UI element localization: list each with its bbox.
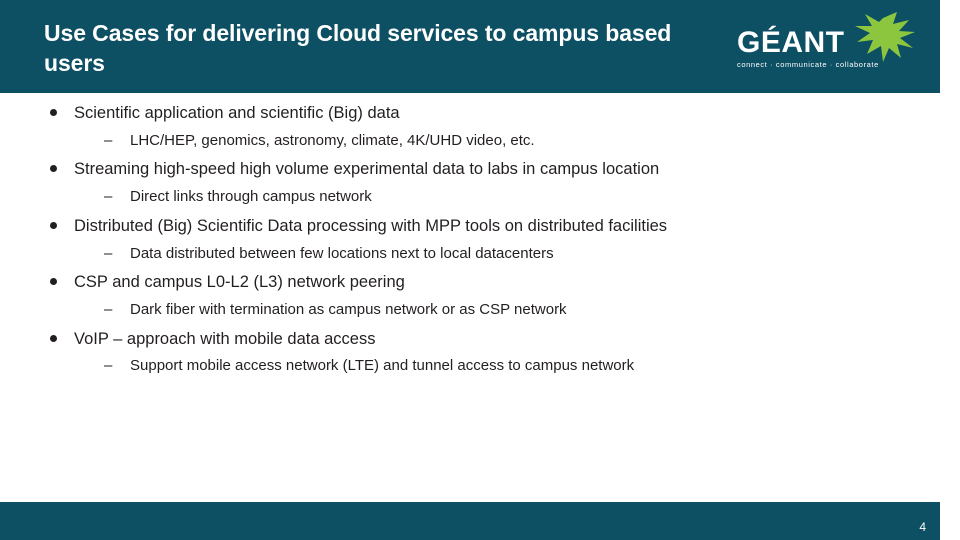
bullet-text: Streaming high-speed high volume experimental data to labs in campus location — [74, 160, 660, 179]
slide-body — [0, 100, 960, 382]
list-item — [46, 156, 960, 210]
bullet-list — [0, 100, 960, 380]
sub-bullet-text: Support mobile access network (LTE) and tunnel access to campus network — [130, 357, 635, 375]
page-title: Use Cases for delivering Cloud services to campus based users — [44, 20, 672, 77]
bullet-text: CSP and campus L0-L2 (L3) network peering — [74, 273, 405, 292]
dash-icon: – — [104, 357, 113, 375]
list-item — [102, 128, 960, 155]
slide-footer — [0, 502, 940, 540]
dash-icon: – — [104, 188, 113, 206]
list-item — [46, 326, 960, 380]
sub-list — [74, 128, 960, 155]
list-item — [46, 213, 960, 267]
right-margin-strip — [940, 0, 960, 540]
logo-wordmark: GÉANT — [737, 26, 845, 59]
bullet-dot-icon — [50, 165, 57, 172]
bullet-dot-icon — [50, 222, 57, 229]
list-item — [102, 184, 960, 211]
bullet-text: Scientific application and scientific (Big) data — [74, 104, 400, 122]
sub-bullet-text: Data distributed between few locations next to local datacenters — [130, 244, 554, 262]
bullet-dot-icon — [50, 335, 57, 342]
page-number: 4 — [919, 520, 926, 534]
dash-icon: – — [104, 131, 113, 149]
geant-star-icon — [853, 12, 925, 62]
sub-bullet-text: Dark fiber with termination as campus network or as CSP network — [130, 300, 567, 318]
bullet-text: Distributed (Big) Scientific Data processing with MPP tools on distributed facilities — [74, 216, 668, 235]
list-item — [46, 269, 960, 323]
geant-logo — [725, 0, 940, 93]
list-item — [102, 353, 960, 380]
sub-bullet-text: LHC/HEP, genomics, astronomy, climate, 4K/UHD video, etc. — [130, 131, 535, 149]
list-item — [102, 241, 960, 268]
sub-list — [74, 353, 960, 380]
list-item — [46, 100, 960, 154]
sub-list — [74, 297, 960, 324]
sub-list — [74, 184, 960, 211]
sub-bullet-text: Direct links through campus network — [130, 188, 372, 206]
bullet-dot-icon — [50, 109, 57, 116]
bullet-text: VoIP – approach with mobile data access — [74, 329, 376, 348]
sub-list — [74, 241, 960, 268]
dash-icon: – — [104, 244, 113, 262]
bullet-dot-icon — [50, 278, 57, 285]
slide-header — [0, 0, 940, 93]
dash-icon: – — [104, 300, 113, 318]
logo-tagline: connect · communicate · collaborate — [737, 60, 879, 69]
list-item — [102, 297, 960, 324]
